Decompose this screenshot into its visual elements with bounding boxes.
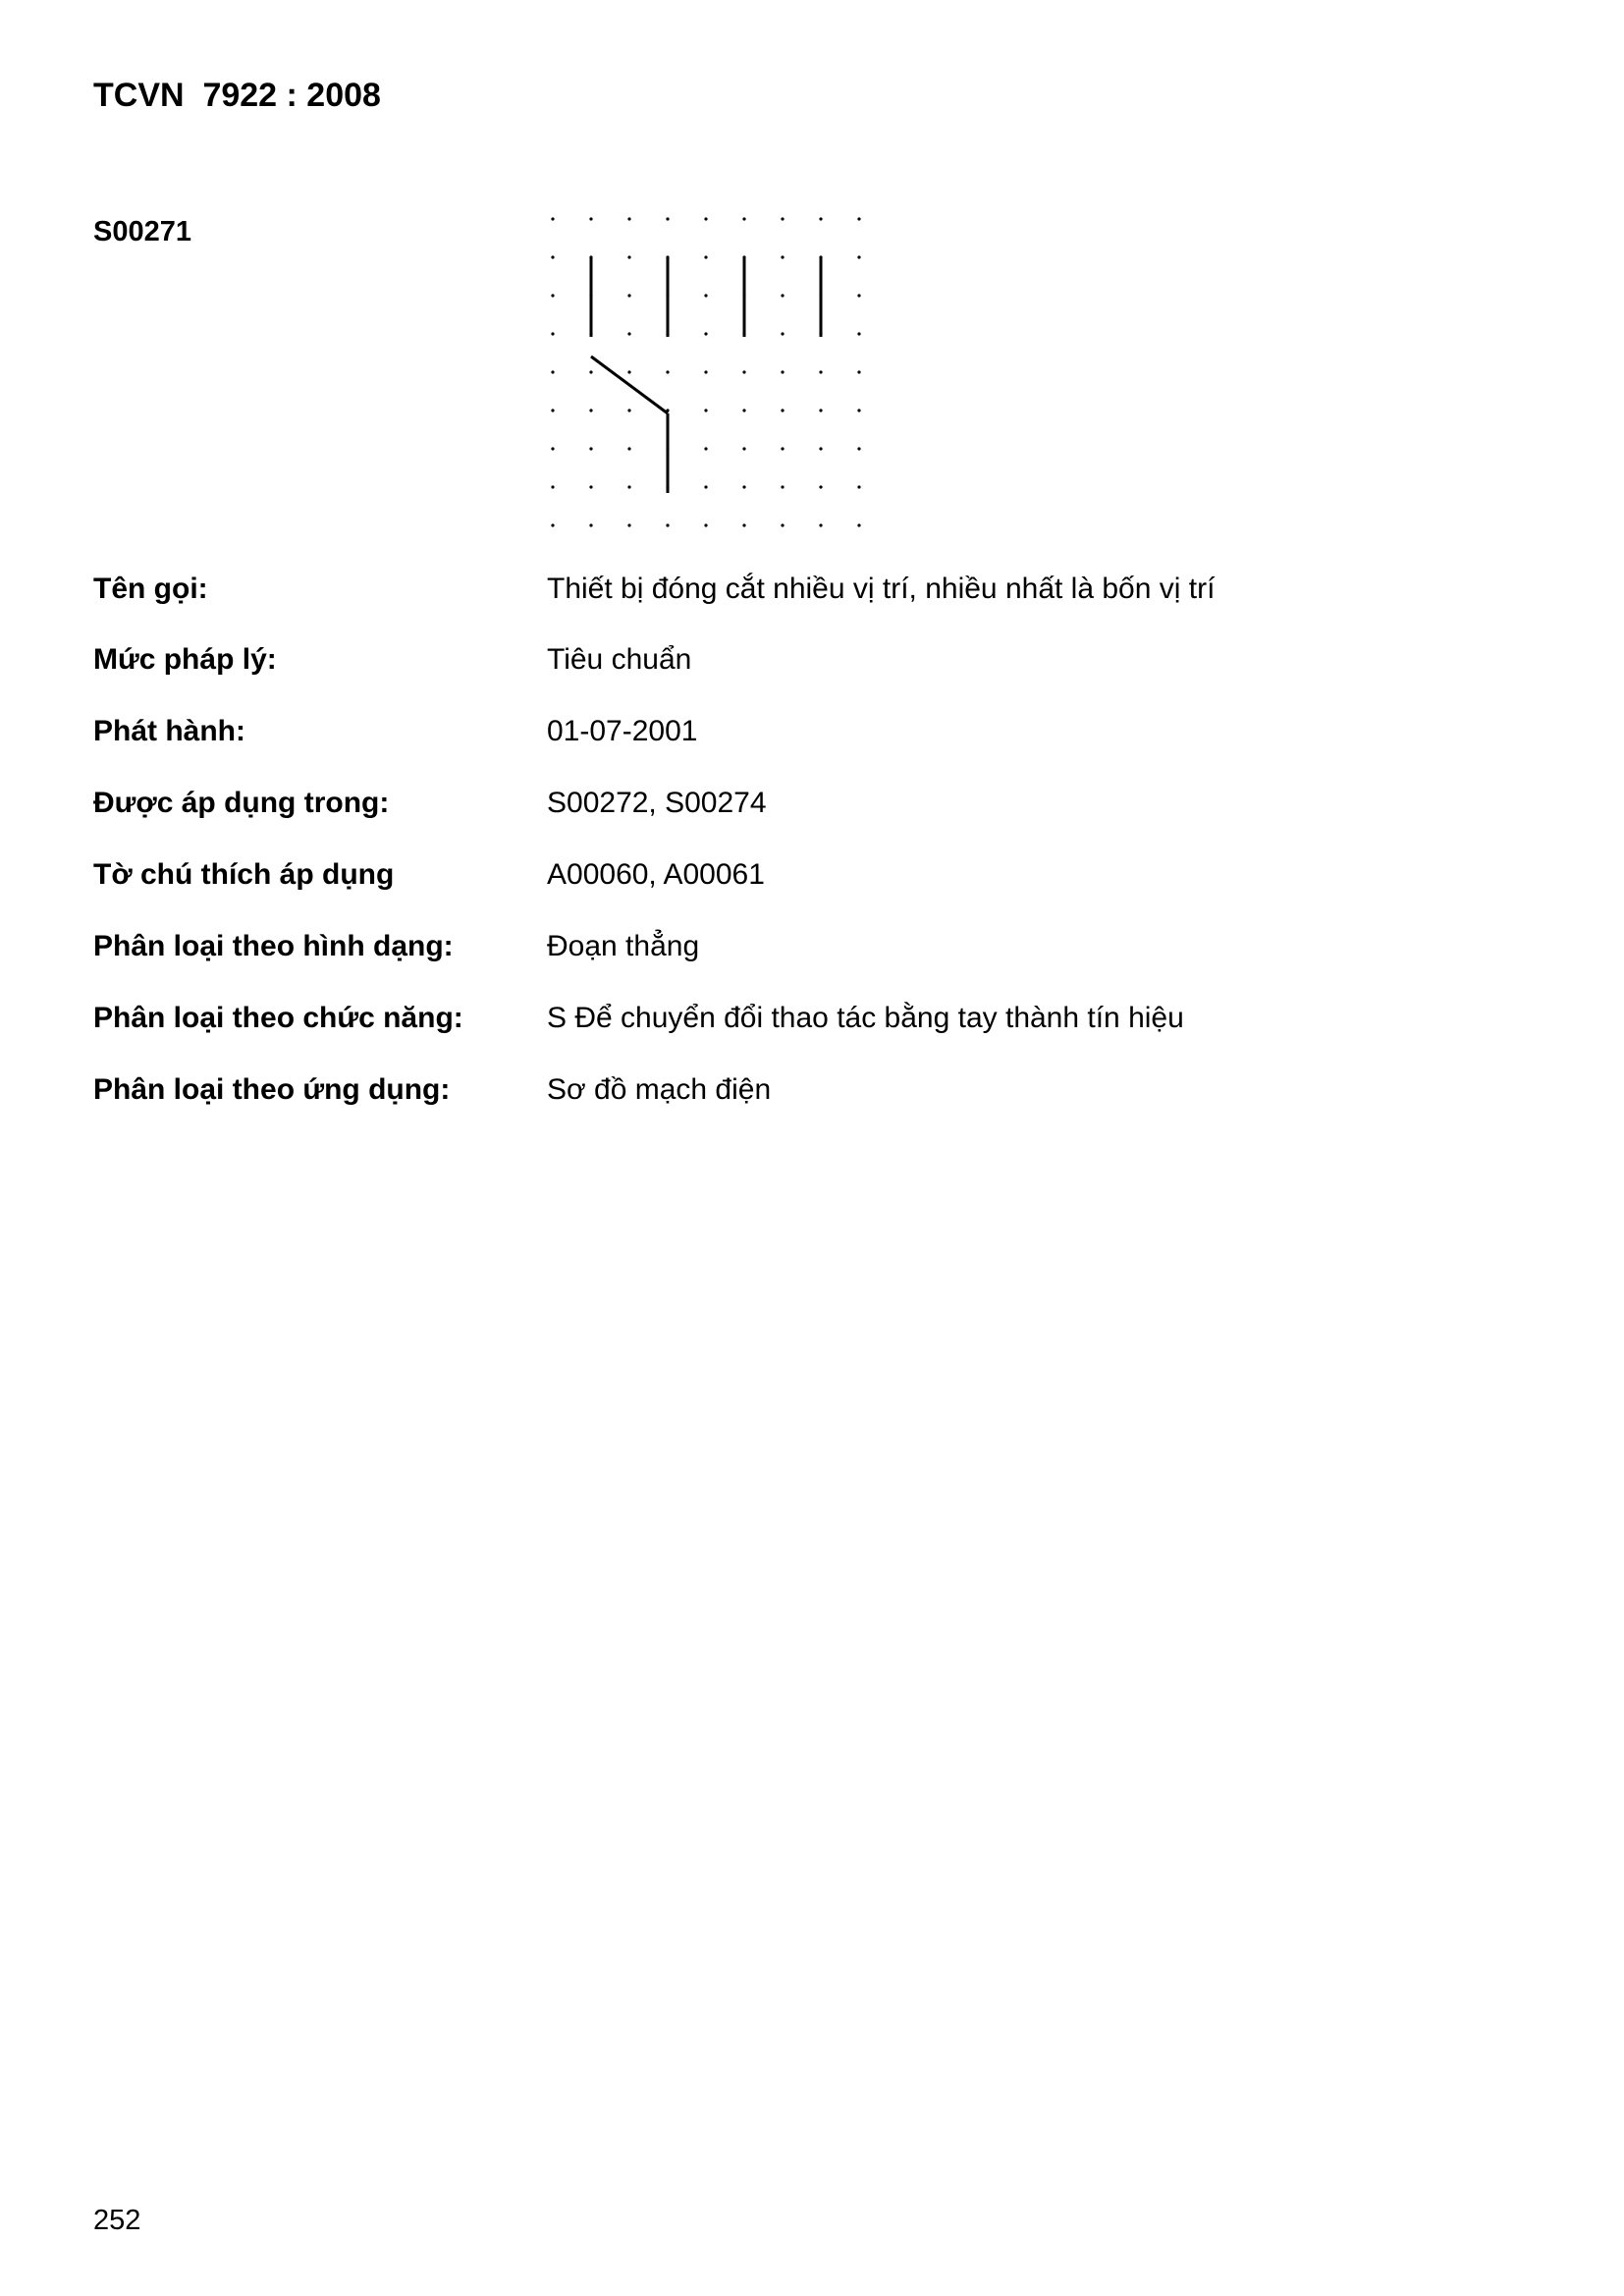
grid-dot <box>627 255 630 258</box>
info-value: A00060, A00061 <box>547 858 765 891</box>
grid-dot <box>819 370 822 373</box>
grid-dot <box>781 485 784 488</box>
multi-position-switch-symbol-icon <box>530 201 884 540</box>
info-row-application-class <box>93 1073 1517 1122</box>
info-row-applied-in <box>93 787 1517 836</box>
grid-dot <box>627 332 630 335</box>
grid-dot <box>627 447 630 450</box>
grid-dot <box>742 485 745 488</box>
grid-dot <box>589 370 592 373</box>
grid-dot <box>551 409 554 411</box>
grid-dot <box>742 370 745 373</box>
grid-dot <box>627 294 630 297</box>
grid-dot <box>781 255 784 258</box>
grid-dot <box>781 332 784 335</box>
info-value: S Để chuyển đổi thao tác bằng tay thành tín hiệu <box>547 1002 1184 1034</box>
grid-dot <box>627 217 630 220</box>
info-value: S00272, S00274 <box>547 787 767 819</box>
grid-dot <box>704 523 707 526</box>
grid-dot <box>704 294 707 297</box>
grid-dot <box>704 485 707 488</box>
grid-dot <box>551 447 554 450</box>
grid-dot <box>857 332 860 335</box>
grid-dot <box>819 447 822 450</box>
grid-dot <box>857 217 860 220</box>
grid-dot <box>781 447 784 450</box>
info-value: Thiết bị đóng cắt nhiều vị trí, nhiều nhất là bốn vị trí <box>547 573 1216 605</box>
grid-dot <box>551 332 554 335</box>
grid-dot <box>742 447 745 450</box>
grid-dot <box>666 217 669 220</box>
grid-dot <box>819 409 822 411</box>
grid-dot <box>627 485 630 488</box>
grid-dot <box>742 409 745 411</box>
grid-dot <box>857 255 860 258</box>
grid-dot <box>589 523 592 526</box>
info-row-legal-level <box>93 643 1517 692</box>
grid-dot <box>857 485 860 488</box>
grid-dot <box>819 485 822 488</box>
grid-dot <box>704 217 707 220</box>
grid-dot <box>666 370 669 373</box>
grid-dot <box>589 485 592 488</box>
grid-dot <box>589 217 592 220</box>
dot-grid <box>551 217 860 526</box>
grid-dot <box>819 523 822 526</box>
grid-dot <box>742 217 745 220</box>
grid-dot <box>819 217 822 220</box>
info-label: Phân loại theo chức năng: <box>93 1002 463 1034</box>
info-label: Phát hành: <box>93 715 245 747</box>
grid-dot <box>704 370 707 373</box>
info-value: 01-07-2001 <box>547 715 698 747</box>
blade-diagonal <box>591 356 668 413</box>
info-row-function-class <box>93 1002 1517 1051</box>
grid-dot <box>589 409 592 411</box>
info-row-annotation-sheets <box>93 858 1517 907</box>
symbol-code: S00271 <box>93 216 191 247</box>
grid-dot <box>857 294 860 297</box>
grid-dot <box>551 485 554 488</box>
grid-dot <box>781 370 784 373</box>
grid-dot <box>857 447 860 450</box>
info-row-shape-class <box>93 930 1517 979</box>
grid-dot <box>704 332 707 335</box>
grid-dot <box>627 370 630 373</box>
grid-dot <box>704 447 707 450</box>
grid-dot <box>857 409 860 411</box>
grid-dot <box>857 370 860 373</box>
grid-dot <box>742 523 745 526</box>
switch-blade <box>591 356 668 493</box>
info-value: Đoạn thẳng <box>547 930 700 962</box>
grid-dot <box>704 409 707 411</box>
page-number: 252 <box>93 2205 141 2236</box>
info-row-name <box>93 573 1517 622</box>
standard-header: TCVN 7922 : 2008 <box>93 77 381 114</box>
grid-dot <box>781 523 784 526</box>
grid-dot <box>551 370 554 373</box>
info-label: Được áp dụng trong: <box>93 787 390 819</box>
info-value: Tiêu chuẩn <box>547 643 692 676</box>
grid-dot <box>781 217 784 220</box>
info-label: Tờ chú thích áp dụng <box>93 858 395 891</box>
grid-dot <box>551 523 554 526</box>
grid-dot <box>627 409 630 411</box>
grid-dot <box>781 409 784 411</box>
grid-dot <box>857 523 860 526</box>
info-row-issued <box>93 715 1517 764</box>
grid-dot <box>627 523 630 526</box>
info-value: Sơ đồ mạch điện <box>547 1073 772 1106</box>
grid-dot <box>551 255 554 258</box>
grid-dot <box>551 294 554 297</box>
info-label: Phân loại theo ứng dụng: <box>93 1073 451 1106</box>
grid-dot <box>781 294 784 297</box>
info-label: Phân loại theo hình dạng: <box>93 930 454 962</box>
grid-dot <box>589 447 592 450</box>
info-label: Tên gọi: <box>93 573 208 605</box>
grid-dot <box>704 255 707 258</box>
grid-dot <box>551 217 554 220</box>
info-label: Mức pháp lý: <box>93 643 277 676</box>
grid-dot <box>666 523 669 526</box>
